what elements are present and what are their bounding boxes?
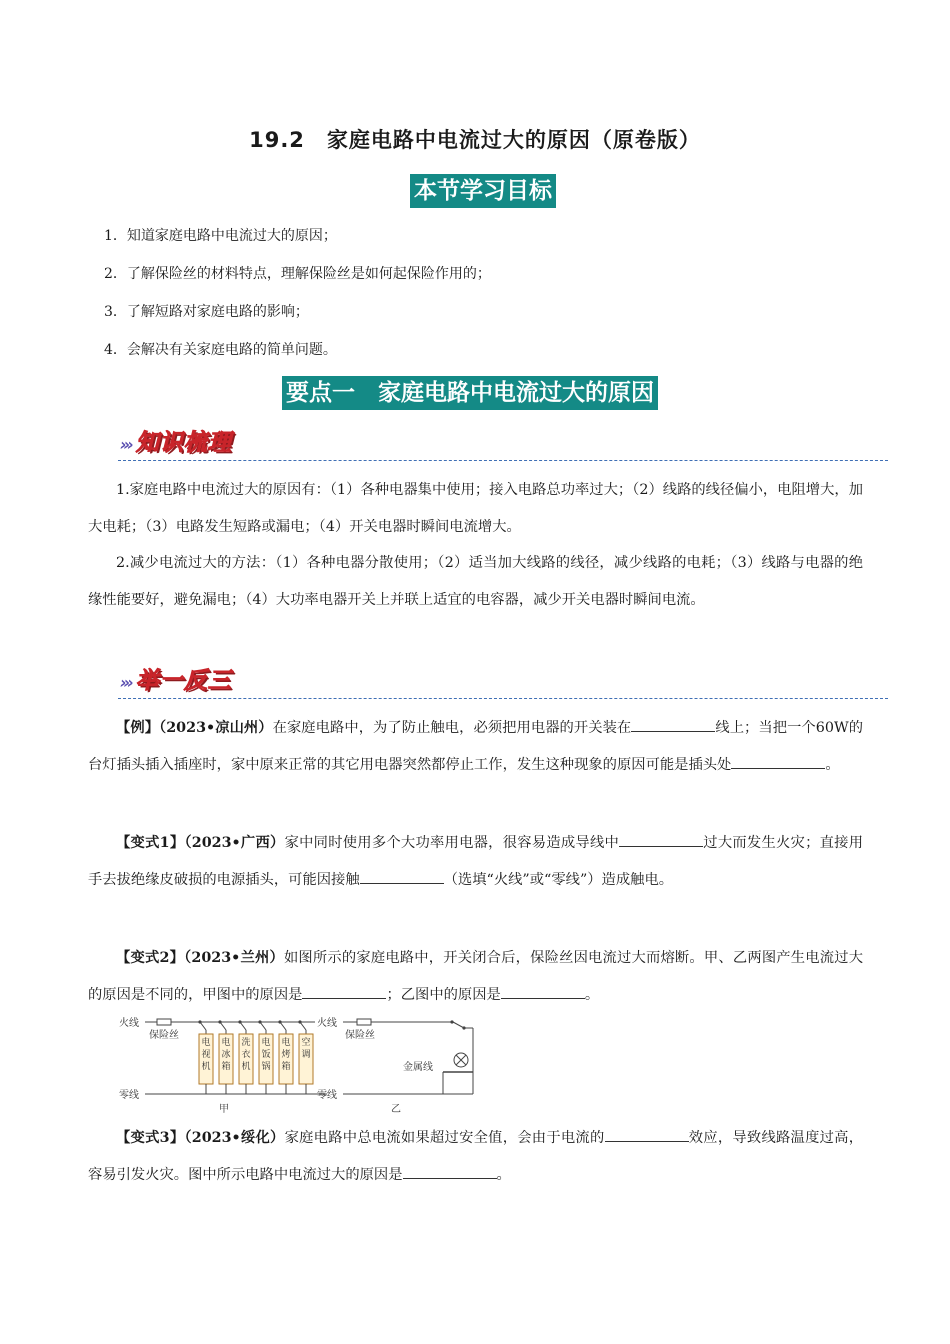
question-text: ；乙图中的原因是 <box>386 986 501 1003</box>
question-tag: 【变式2】（2023•兰州） <box>116 950 284 966</box>
switch-contact-icon <box>450 1020 453 1023</box>
question-text: 家中同时使用多个大功率用电器，很容易造成导线中 <box>284 835 620 851</box>
question-text: 如图所示的家庭电路中，开关闭合后，保险丝因电流过大而熔断。甲、乙两图产生电流过大的原因是不同的，甲图中的原因是 <box>88 950 863 1003</box>
section-heading: 要点一 家庭电路中电流过大的原因 <box>282 376 658 410</box>
live-wire-label: 火线 <box>317 1018 337 1029</box>
question-text: 效应，导致线路温度过高，容易引发火灾。图中所示电路中电流过大的原因是 <box>88 1130 864 1183</box>
page-title: 19.2 家庭电路中电流过大的原因（原卷版） <box>249 128 701 152</box>
objective-item: 1．知道家庭电路中电流过大的原因； <box>104 228 337 244</box>
banner-title: 举一反三 <box>135 668 232 694</box>
divider <box>118 698 888 699</box>
circuit-figure <box>115 1012 485 1116</box>
fuse-label: 保险丝 <box>149 1030 179 1041</box>
variant3-question <box>88 1120 863 1193</box>
knowledge-text <box>88 472 863 618</box>
question-tag: 【例】（2023•凉山州） <box>116 720 273 736</box>
live-wire-label: 火线 <box>119 1018 139 1029</box>
answer-blank[interactable] <box>619 832 703 847</box>
switch-contact-icon <box>462 1026 465 1029</box>
figure-yi-label: 乙 <box>391 1104 401 1115</box>
answer-blank[interactable] <box>360 869 444 884</box>
knowledge-paragraph: 2.减少电流过大的方法：（1）各种电器分散使用；（2）适当加大线路的线径，减少线路的电耗；（3）线路与电器的绝缘性能要好，避免漏电；（4）大功率电器开关上并联上适宜的电容器，减少开关电器时瞬间电流。 <box>88 555 863 608</box>
question-text: （选填“火线”或“零线”）造成触电。 <box>443 871 674 888</box>
practice-banner <box>120 662 232 695</box>
question-text: 家庭电路中总电流如果超过安全值，会由于电流的 <box>284 1130 605 1146</box>
appliance-label: 电冰箱 <box>221 1038 231 1072</box>
answer-blank[interactable] <box>631 717 715 732</box>
question-text: 过大而发生火灾；直接用手去拔绝缘皮破损的电源插头，可能因接触 <box>88 835 864 888</box>
answer-blank[interactable] <box>731 754 825 769</box>
variant2-question <box>88 940 863 1013</box>
neutral-wire-label: 零线 <box>317 1090 337 1101</box>
fuse-label: 保险丝 <box>345 1030 375 1041</box>
knowledge-paragraph: 1.家庭电路中电流过大的原因有：（1）各种电器集中使用；接入电路总功率过大；（2）线路的线径偏小，电阻增大，加大电耗；（3）电路发生短路或漏电；（4）开关电器时瞬间电流增大。 <box>88 482 863 535</box>
question-tag: 【变式3】（2023•绥化） <box>116 1130 285 1146</box>
appliance-label: 电饭锅 <box>261 1038 271 1072</box>
variant1-question <box>88 825 863 898</box>
objective-item: 4．会解决有关家庭电路的简单问题。 <box>104 342 337 358</box>
appliance-label: 电烤箱 <box>281 1038 291 1072</box>
figure-jia-label: 甲 <box>219 1104 229 1115</box>
answer-blank[interactable] <box>501 984 585 999</box>
question-text: 。 <box>496 1166 511 1183</box>
knowledge-banner <box>120 424 232 457</box>
answer-blank[interactable] <box>302 984 386 999</box>
divider <box>118 460 888 461</box>
objective-item: 2．了解保险丝的材料特点，理解保险丝是如何起保险作用的； <box>104 266 491 282</box>
banner-arrows-icon: ››› <box>120 673 131 692</box>
appliance-label: 电视机 <box>201 1038 211 1072</box>
question-text: 线上；当把一个60W的台灯插头插入插座时，家中原来正常的其它用电器突然都停止工作，发生这种现象的原因可能是插头处 <box>88 720 864 773</box>
banner-arrows-icon: ››› <box>120 435 131 454</box>
question-tag: 【变式1】（2023•广西） <box>116 835 285 851</box>
appliance-label: 洗衣机 <box>241 1038 251 1072</box>
answer-blank[interactable] <box>605 1127 689 1142</box>
banner-title: 知识梳理 <box>135 430 232 456</box>
example-question <box>88 710 863 783</box>
question-text: 。 <box>825 756 840 773</box>
objective-item: 3．了解短路对家庭电路的影响； <box>104 304 309 320</box>
objectives-heading: 本节学习目标 <box>410 174 556 208</box>
neutral-wire-label: 零线 <box>119 1090 139 1101</box>
appliance-label: 空调 <box>301 1038 311 1060</box>
question-text: 。 <box>584 986 600 1003</box>
metal-wire-label: 金属线 <box>403 1062 433 1073</box>
answer-blank[interactable] <box>403 1164 497 1179</box>
question-text: 在家庭电路中，为了防止触电，必须把用电器的开关装在 <box>272 720 632 736</box>
